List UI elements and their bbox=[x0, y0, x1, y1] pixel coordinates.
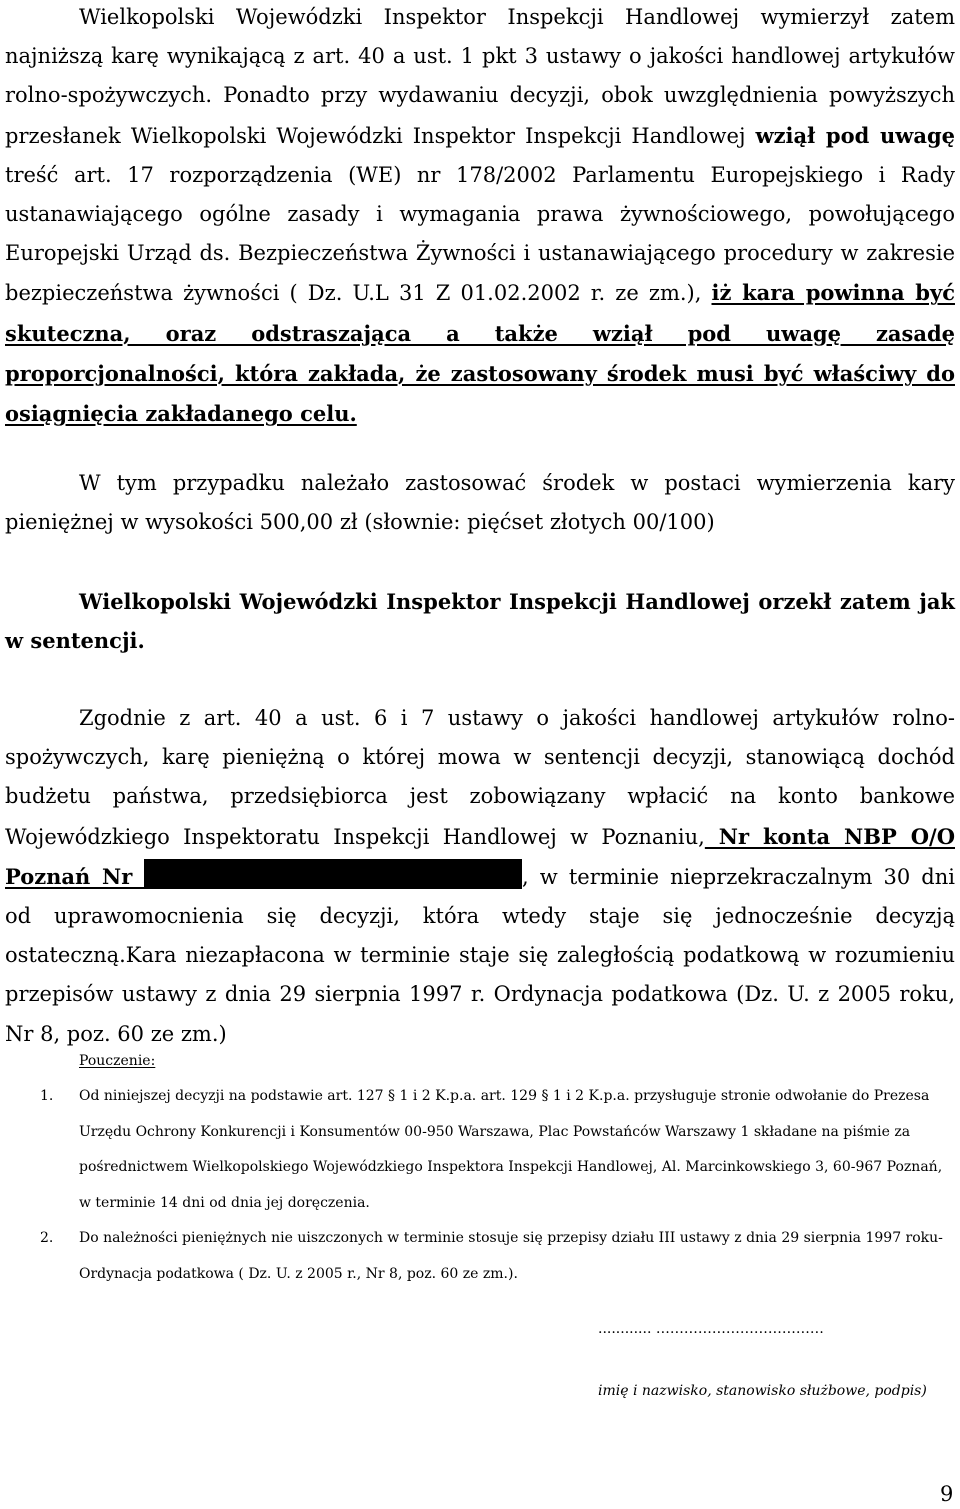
list-item bbox=[40, 1221, 952, 1292]
paragraph-payment-instructions bbox=[5, 699, 955, 1054]
list-item-number: 1. bbox=[40, 1088, 54, 1104]
bank-account-label: Nr konta NBP O/O Poznań Nr bbox=[5, 823, 955, 889]
list-item-text: Od niniejszej decyzji na podstawie art. 127 § 1 i 2 K.p.a. art. 129 § 1 i 2 K.p.a. przysługuje stronie odwołanie do Prezesa Urzędu Ochrony Konkurencji i Konsumentów 00-950 Warszawa, Plac Powstańców Warszawy 1 składane na piśmie za pośrednictwem Wielkopolskiego Wojewódzkiego Inspektora Inspekcji Handlowej, Al. Marcinkowskiego 3, 60-967 Poznań, w terminie 14 dni od dnia jej doręczenia. bbox=[79, 1088, 943, 1211]
signature-line: ............ ……………………………… bbox=[598, 1321, 824, 1337]
paragraph-ruling bbox=[5, 582, 955, 660]
paragraph-text: , w terminie nieprzekraczalnym 30 dni od uprawomocnienia się decyzji, która wtedy staje się jednocześnie decyzją ostateczną.Kara niezapłacona w terminie staje się zaległością podatkową w rozumieniu przepisów ustawy z dnia 29 sierpnia 1997 r. Ordynacja podatkowa (Dz. U. z 2005 roku, Nr 8, poz. 60 ze zm.) bbox=[5, 864, 955, 1046]
paragraph-text: Wielkopolski Wojewódzki Inspektor Inspekcji Handlowej wymierzył zatem najniższą karę wynikającą z art. 40 a ust. 1 pkt 3 ustawy o jakości handlowej artykułów rolno-spożywczych. Ponadto przy wydawaniu decyzji, obok uwzględnienia powyższych przesłanek Wielkopolski Wojewódzki Inspektor Inspekcji Handlowej bbox=[5, 5, 955, 148]
list-item-number: 2. bbox=[40, 1230, 54, 1246]
pouczenie-list bbox=[40, 1079, 952, 1292]
paragraph-penalty-amount bbox=[5, 464, 955, 542]
page-number: 9 bbox=[940, 1482, 954, 1506]
list-item bbox=[40, 1079, 952, 1221]
bold-phrase: wziął pod uwagę bbox=[755, 122, 955, 148]
list-item-text: Do należności pieniężnych nie uiszczonych w terminie stosuje się przepisy działu III ustawy z dnia 29 sierpnia 1997 roku- Ordynacja podatkowa ( Dz. U. z 2005 r., Nr 8, poz. 60 ze zm.). bbox=[79, 1230, 943, 1282]
paragraph-penalty-justification bbox=[5, 0, 955, 434]
paragraph-text: treść art. 17 rozporządzenia (WE) nr 178/2002 Parlamentu Europejskiego i Rady ustanawiającego ogólne zasady i wymagania prawa żywnościowego, powołującego Europejski Urząd ds. Bezpieczeństwa Żywności i ustanawiającego procedury w zakresie bezpieczeństwa żywności ( Dz. U.L 31 Z 01.02.2002 r. ze zm.), bbox=[5, 162, 955, 306]
bold-underlined-statement: iż kara powinna być skuteczna, oraz odstraszająca a także wziął pod uwagę zasadę proporcjonalności, która zakłada, że zastosowany środek musi być właściwy do osiągnięcia zakładanego celu. bbox=[5, 280, 955, 427]
signature-caption: imię i nazwisko, stanowisko służbowe, podpis) bbox=[598, 1383, 927, 1399]
redacted-account-number bbox=[144, 859, 522, 889]
paragraph-text: W tym przypadku należało zastosować środek w postaci wymierzenia kary pieniężnej w wysokości 500,00 zł (słownie: pięćset złotych 00/100) bbox=[5, 471, 955, 535]
paragraph-text: Zgodnie z art. 40 a ust. 6 i 7 ustawy o jakości handlowej artykułów rolno-spożywczych, karę pieniężną o której mowa w sentencji decyzji, stanowiącą dochód budżetu państwa, przedsiębiorca jest zobowiązany wpłacić na konto bankowe Wojewódzkiego Inspektoratu Inspekcji Handlowej w Poznaniu, bbox=[5, 706, 955, 849]
pouczenie-heading: Pouczenie: bbox=[79, 1053, 156, 1069]
ruling-text: Wielkopolski Wojewódzki Inspektor Inspekcji Handlowej orzekł zatem jak w sentencji. bbox=[5, 589, 955, 654]
